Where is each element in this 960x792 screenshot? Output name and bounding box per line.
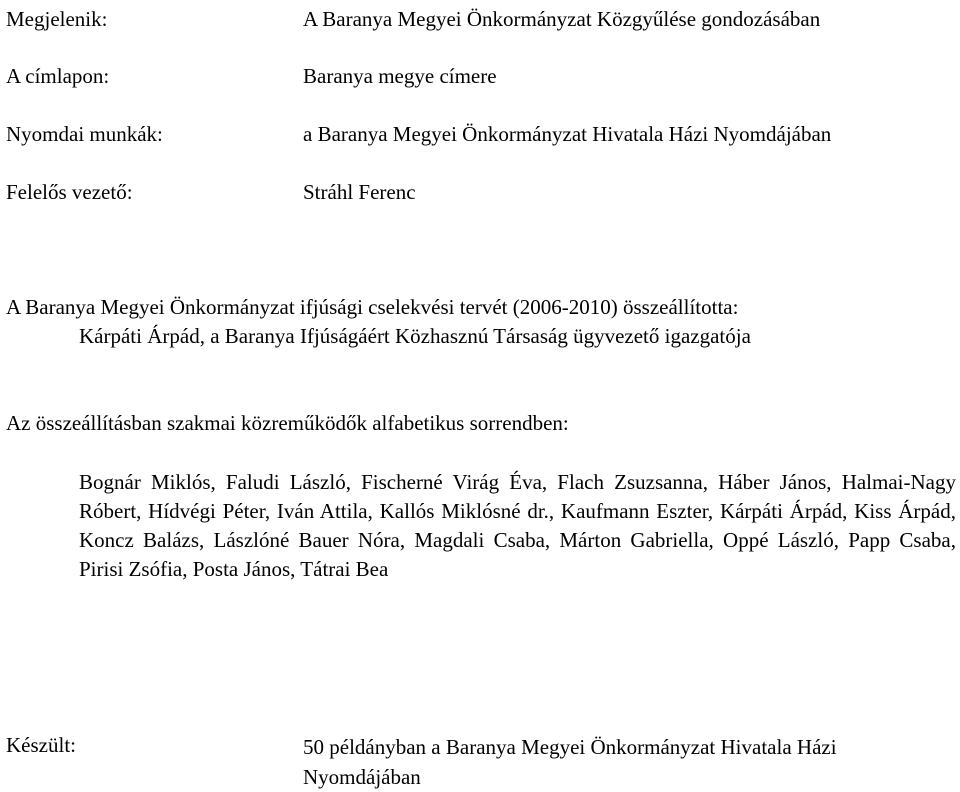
responsible-label: Felelős vezető: [6, 180, 133, 204]
print-run-label: Készült: [6, 733, 76, 757]
printing-label: Nyomdai munkák: [6, 122, 163, 146]
published-label: Megjelenik: [6, 7, 108, 31]
published-value: A Baranya Megyei Önkormányzat Közgyűlése gondozásában [303, 7, 821, 31]
cover-value: Baranya megye címere [303, 64, 497, 88]
contributors-heading: Az összeállításban szakmai közreműködők alfabetikus sorrendben: [6, 411, 569, 435]
print-run-value: 50 példányban a Baranya Megyei Önkormányzat Hivatala Házi Nyomdájában [303, 735, 837, 789]
compiler-line-1: A Baranya Megyei Önkormányzat ifjúsági cselekvési tervét (2006-2010) összeállította: [6, 295, 739, 319]
compiler-line-2: Kárpáti Árpád, a Baranya Ifjúságáért Közhasznú Társaság ügyvezető igazgatója [79, 324, 751, 348]
cover-label: A címlapon: [6, 64, 110, 88]
responsible-value: Stráhl Ferenc [303, 180, 416, 204]
printing-value: a Baranya Megyei Önkormányzat Hivatala Házi Nyomdájában [303, 122, 832, 146]
contributors-list: Bognár Miklós, Faludi László, Fischerné Virág Éva, Flach Zsuzsanna, Háber János, Halmai-Nagy Róbert, Hídvégi Péter, Iván Attila, Kallós Miklósné dr., Kaufmann Eszter, Kárpáti Árpád, Kiss Árpád, Koncz Balázs, Lászlóné Bauer Nóra, Magdali Csaba, Márton Gabriella, Oppé László, Papp Csaba, Pirisi Zsófia, Posta János, Tátrai Bea [79, 470, 956, 581]
